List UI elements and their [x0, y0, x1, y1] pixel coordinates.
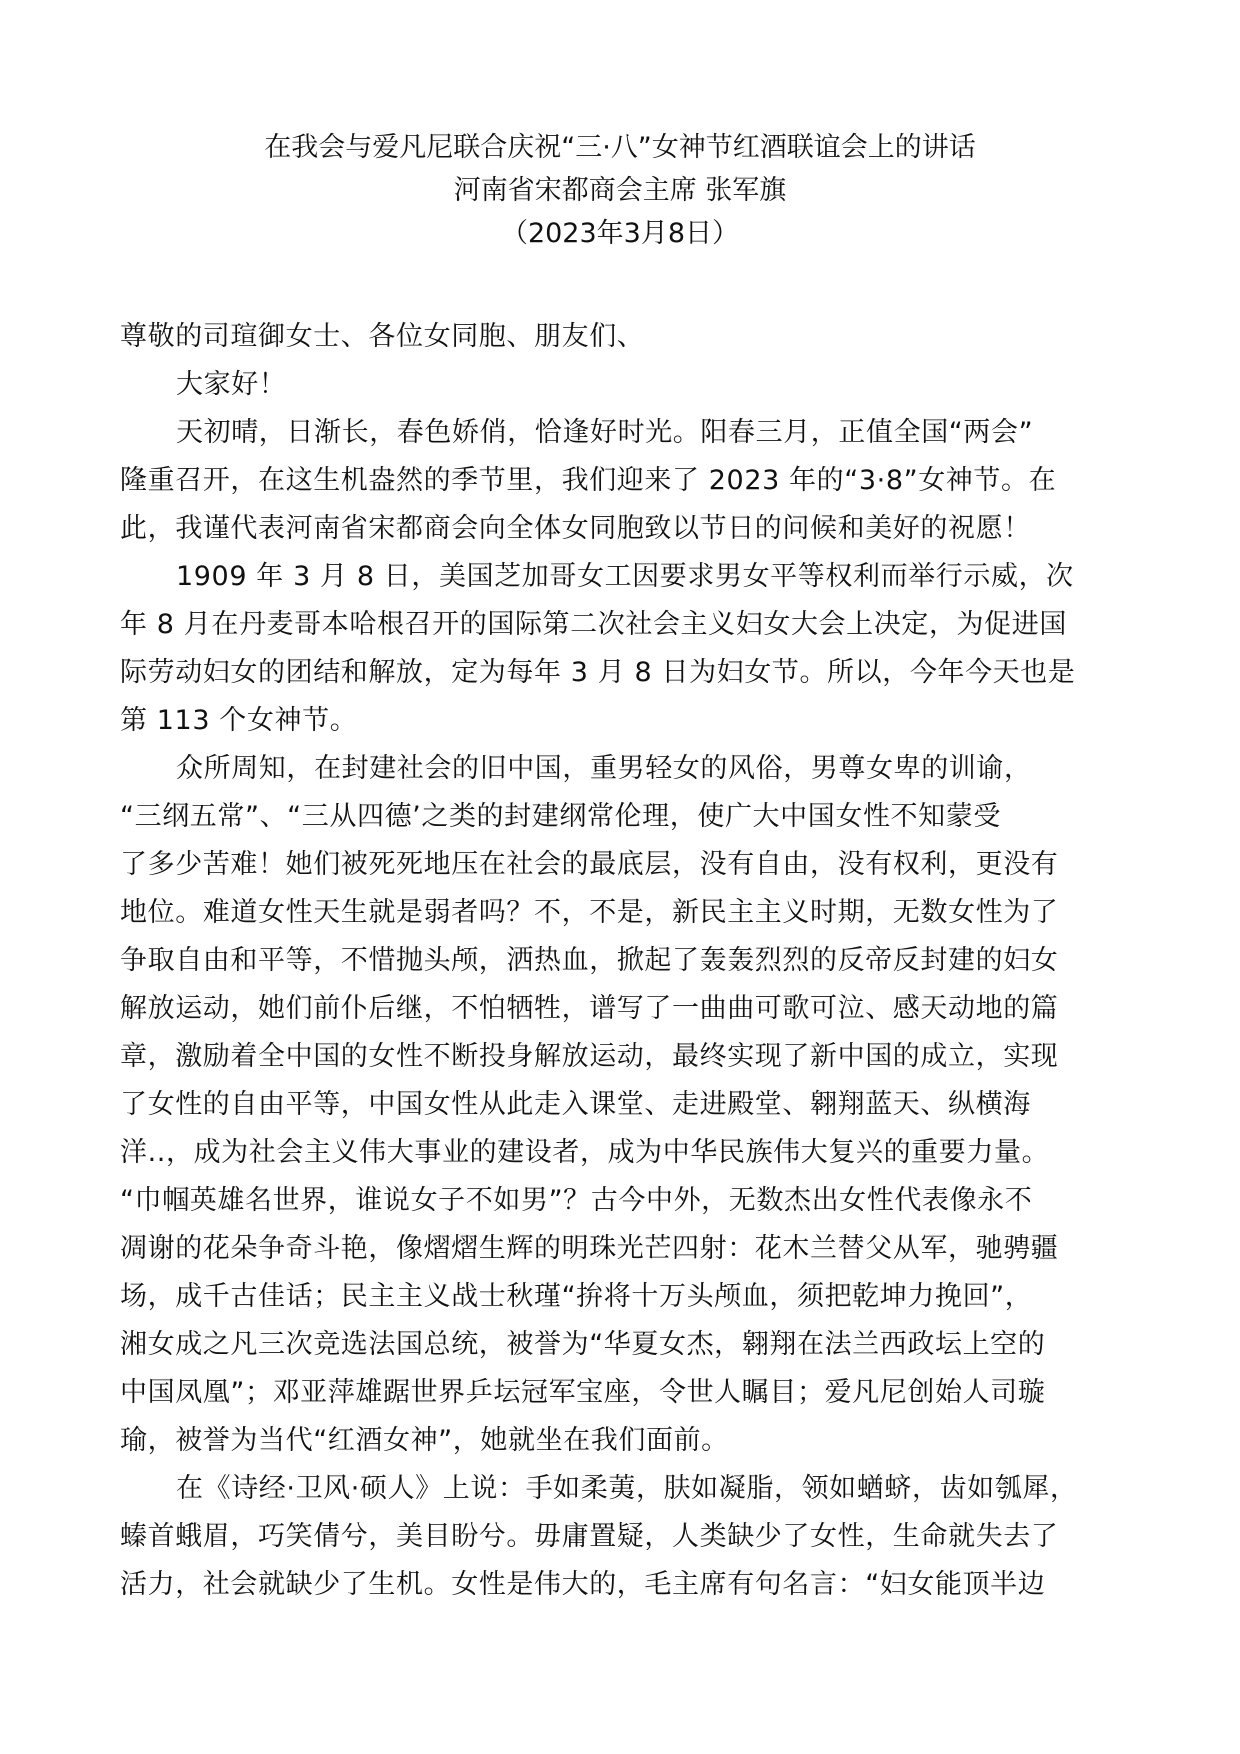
text-line: 场，成千古佳话；民主主义战士秋瑾“拚将十万头颅血，须把乾坤力挽回”， — [120, 1281, 1033, 1312]
text-line: 螓首蛾眉，巧笑倩兮，美目盼兮。毋庸置疑，人类缺少了女性，生命就失去了 — [120, 1521, 1059, 1552]
text-line: 天初晴，日渐长，春色娇俏，恰逢好时光。阳春三月，正值全国“两会” — [176, 417, 1034, 448]
text-line: 活力，社会就缺少了生机。女性是伟大的，毛主席有句名言：“妇女能顶半边 — [120, 1569, 1046, 1600]
text-line: “三纲五常”、“三从四德’之类的封建纲常伦理，使广大中国女性不知蒙受 — [120, 801, 1001, 832]
text-line: 解放运动，她们前仆后继，不怕牺牲，谱写了一曲曲可歌可泣、感天动地的篇 — [120, 993, 1059, 1024]
text-line: 此，我谨代表河南省宋都商会向全体女同胞致以节日的问候和美好的祝愿！ — [120, 513, 1031, 544]
text-line: 隆重召开，在这生机盎然的季节里，我们迎来了 2023 年的“3·8”女神节。在 — [120, 465, 1057, 496]
text-line: 地位。难道女性天生就是弱者吗？不，不是，新民主主义时期，无数女性为了 — [120, 897, 1059, 928]
document-date: （2023年3月8日） — [500, 218, 740, 249]
text-line: 瑜，被誉为当代“红酒女神”，她就坐在我们面前。 — [120, 1425, 729, 1456]
text-line: 湘女成之凡三次竞选法国总统，被誉为“华夏女杰，翱翔在法兰西政坛上空的 — [120, 1329, 1046, 1360]
document-body — [120, 313, 1120, 1609]
text-line: 争取自由和平等，不惜抛头颅，洒热血，掀起了轰轰烈烈的反帝反封建的妇女 — [120, 945, 1059, 976]
text-line: 了多少苦难！她们被死死地压在社会的最底层，没有自由，没有权利，更没有 — [120, 849, 1059, 880]
text-line: 了女性的自由平等，中国女性从此走入课堂、走进殿堂、翱翔蓝天、纵横海 — [120, 1089, 1031, 1120]
text-line: “巾帼英雄名世界，谁说女子不如男”？古今中外，无数杰出女性代表像永不 — [120, 1185, 1033, 1216]
text-line: 大家好！ — [176, 369, 287, 400]
text-line: 洋..，成为社会主义伟大事业的建设者，成为中华民族伟大复兴的重要力量。 — [120, 1137, 1050, 1168]
text-line: 年 8 月在丹麦哥本哈根召开的国际第二次社会主义妇女大会上决定，为促进国 — [120, 609, 1067, 640]
document-author: 河南省宋都商会主席 张军旗 — [453, 175, 787, 206]
document-header — [0, 126, 1240, 255]
text-line: 在《诗经·卫风·硕人》上说：手如柔荑，肤如凝脂，领如蝤蛴，齿如瓠犀， — [176, 1473, 1078, 1504]
text-line: 章，激励着全中国的女性不断投身解放运动，最终实现了新中国的成立，实现 — [120, 1041, 1059, 1072]
text-line: 中国凤凰”；邓亚萍雄踞世界乒坛冠军宝座，令世人瞩目；爱凡尼创始人司璇 — [120, 1377, 1046, 1408]
text-line: 众所周知，在封建社会的旧中国，重男轻女的风俗，男尊女卑的训谕， — [176, 753, 1032, 784]
text-line: 尊敬的司瑄御女士、各位女同胞、朋友们、 — [120, 321, 645, 352]
text-line: 际劳动妇女的团结和解放，定为每年 3 月 8 日为妇女节。所以，今年今天也是 — [120, 657, 1076, 688]
text-line: 凋谢的花朵争奇斗艳，像熠熠生辉的明珠光芒四射：花木兰替父从军，驰骋疆 — [120, 1233, 1059, 1264]
text-line: 1909 年 3 月 8 日，美国芝加哥女工因要求男女平等权利而举行示威，次 — [176, 561, 1074, 592]
document-title: 在我会与爱凡尼联合庆祝“三·八”女神节红酒联谊会上的讲话 — [264, 132, 976, 163]
text-line: 第 113 个女神节。 — [120, 705, 358, 736]
